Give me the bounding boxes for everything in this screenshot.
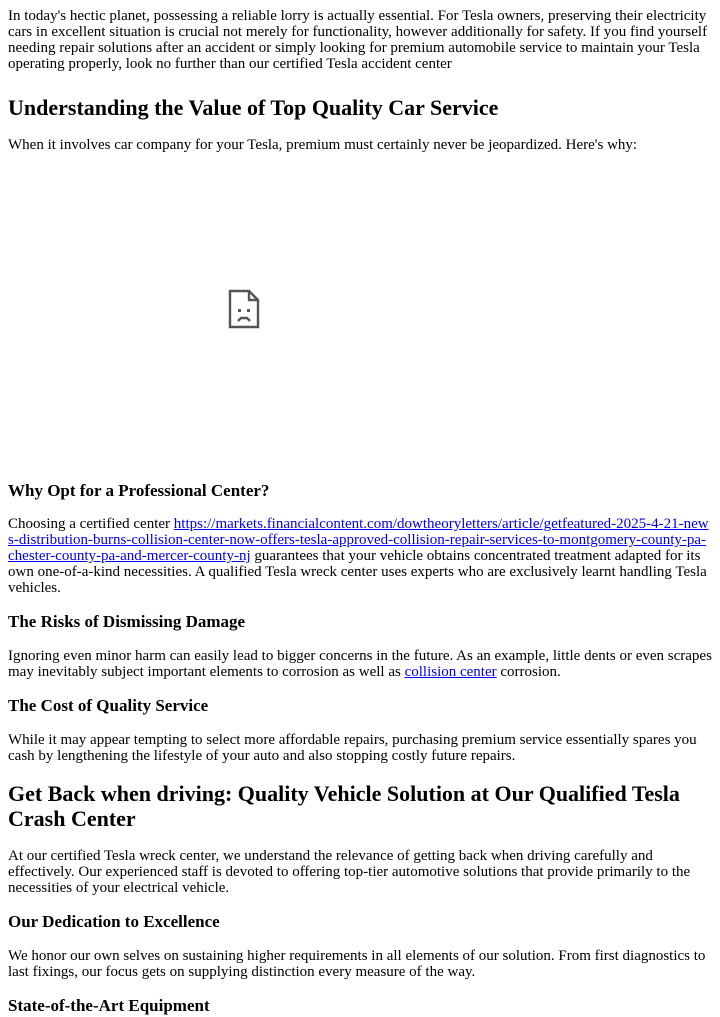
section-heading-cost: The Cost of Quality Service <box>8 696 209 715</box>
section-heading-risks: The Risks of Dismissing Damage <box>8 612 246 631</box>
section-paragraph-cost: While it may appear tempting to select more affordable repairs, purchasing premium service essentially spares you cash by lengthening the lifestyle of your auto and also stopping costly future repairs. <box>8 732 697 764</box>
section-heading-dedication: Our Dedication to Excellence <box>8 912 220 931</box>
section-paragraph-get-back: At our certified Tesla wreck center, we understand the relevance of getting back when driving carefully and effectively. Our experienced staff is devoted to offering top-tier automotive solutions that provide primarily to the necessities of your electrical vehicle. <box>8 848 691 896</box>
risks-text-after: corrosion. <box>496 664 561 680</box>
collision-center-link[interactable]: collision center <box>404 664 497 680</box>
why-text-before: Choosing a certified center <box>8 516 174 532</box>
certified-center-link[interactable]: https://markets.financialcontent.com/dowtheoryletters/article/getfeatured-2025-4-21-news-distribution-burns-collision-center-now-offers-tesla-approved-collision-repair-services-to-montgomery-county-pa-chester-county-pa-and-mercer-county-nj <box>8 516 709 564</box>
broken-document-icon <box>228 289 260 329</box>
section-paragraph-risks <box>8 648 712 680</box>
section-heading-why: Why Opt for a Professional Center? <box>8 481 270 500</box>
why-text-after: guarantees that your vehicle obtains concentrated treatment adapted for its own one-of-a-kind necessities. A qualified Tesla wreck center uses experts who are exclusively learnt handling Tesla vehicles. <box>8 548 707 596</box>
risks-text-before: Ignoring even minor harm can easily lead to bigger concerns in the future. As an example, little dents or even scrapes may inevitably subject important elements to corrosion as well as <box>8 648 712 680</box>
section-heading-get-back: Get Back when driving: Quality Vehicle Solution at Our Qualified Tesla Crash Center <box>8 781 680 831</box>
embedded-frame <box>8 163 712 461</box>
section-paragraph-dedication: We honor our own selves on sustaining higher requirements in all elements of our solution. From first diagnostics to last fixings, our focus gets on supplying distinction every measure of the way. <box>8 948 706 980</box>
section-paragraph-understanding: When it involves car company for your Tesla, premium must certainly never be jeopardized. Here's why: <box>8 137 638 153</box>
section-heading-equipment: State-of-the-Art Equipment <box>8 996 210 1015</box>
section-paragraph-why <box>8 516 712 596</box>
section-heading-understanding: Understanding the Value of Top Quality Car Service <box>8 95 499 120</box>
intro-paragraph: In today's hectic planet, possessing a reliable lorry is actually essential. For Tesla owners, preserving their electricity cars in excellent situation is crucial not merely for functionality, however additionally for safety. If you find yourself needing repair solutions after an accident or simply looking for premium automobile service to maintain your Tesla operating properly, look no further than our certified Tesla accident center <box>8 8 708 72</box>
